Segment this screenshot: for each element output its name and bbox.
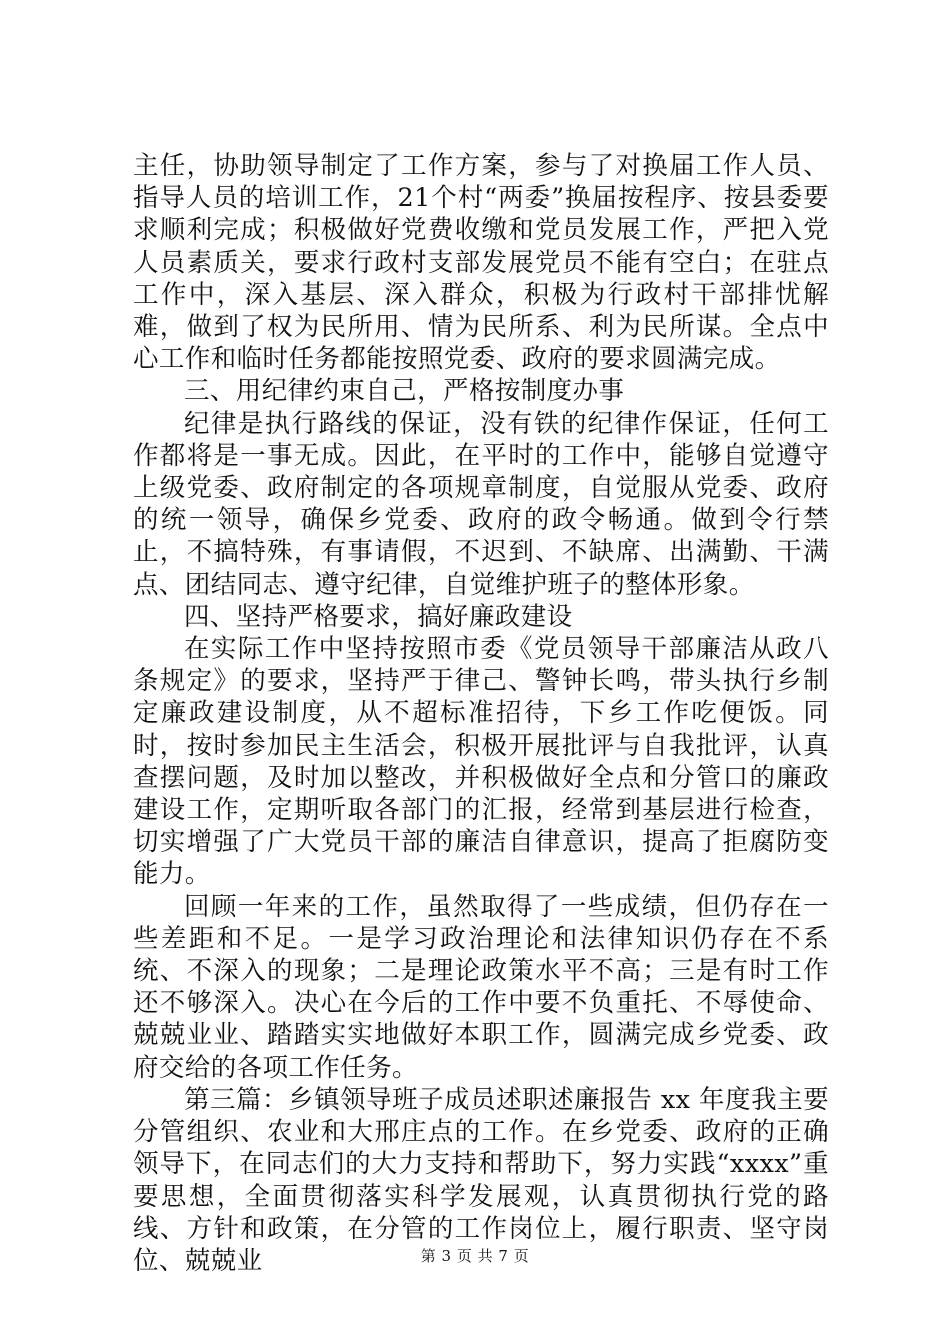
paragraph-part-three: 第三篇：乡镇领导班子成员述职述廉报告 xx 年度我主要分管组织、农业和大邢庄点的工作。在乡党委、政府的正确领导下，在同志们的大力支持和帮助下，努力实践“xxxx”重要思想，全面贯彻落实科学发展观，认真贯彻执行党的路线、方针和政策，在分管的工作岗位上，履行职责、坚守岗位、兢兢业	[133, 1084, 829, 1276]
page-number-footer: 第 3 页 共 7 页	[420, 1247, 530, 1265]
paragraph-continuation: 主任，协助领导制定了工作方案，参与了对换届工作人员、指导人员的培训工作，21个村“两委”换届按程序、按县委要求顺利完成；积极做好党费收缴和党员发展工作，严把入党人员素质关，要求行政村支部发展党员不能有空白；在驻点工作中，深入基层、深入群众，积极为行政村干部排忧解难，做到了权为民所用、情为民所系、利为民所谋。全点中心工作和临时任务都能按照党委、政府的要求圆满完成。	[133, 151, 829, 375]
paragraph-review: 回顾一年来的工作，虽然取得了一些成绩，但仍存在一些差距和不足。一是学习政治理论和法律知识仍存在不系统、不深入的现象；二是理论政策水平不高；三是有时工作还不够深入。决心在今后的工作中要不负重托、不辱使命、兢兢业业、踏踏实实地做好本职工作，圆满完成乡党委、政府交给的各项工作任务。	[133, 891, 829, 1083]
paragraph-integrity: 在实际工作中坚持按照市委《党员领导干部廉洁从政八条规定》的要求，坚持严于律己、警钟长鸣，带头执行乡制定廉政建设制度，从不超标准招待，下乡工作吃便饭。同时，按时参加民主生活会，积极开展批评与自我批评，认真查摆问题，及时加以整改，并积极做好全点和分管口的廉政建设工作，定期听取各部门的汇报，经常到基层进行检查，切实增强了广大党员干部的廉洁自律意识，提高了拒腐防变能力。	[133, 634, 829, 890]
section-heading-discipline: 三、用纪律约束自己，严格按制度办事	[184, 376, 625, 407]
section-heading-integrity: 四、坚持严格要求，搞好廉政建设	[184, 601, 573, 632]
paragraph-discipline: 纪律是执行路线的保证，没有铁的纪律作保证，任何工作都将是一事无成。因此，在平时的工作中，能够自觉遵守上级党委、政府制定的各项规章制度，自觉服从党委、政府的统一领导，确保乡党委、政府的政令畅通。做到令行禁止，不搞特殊，有事请假，不迟到、不缺席、出满勤、干满点、团结同志、遵守纪律，自觉维护班子的整体形象。	[133, 408, 829, 600]
document-body	[133, 150, 829, 1277]
